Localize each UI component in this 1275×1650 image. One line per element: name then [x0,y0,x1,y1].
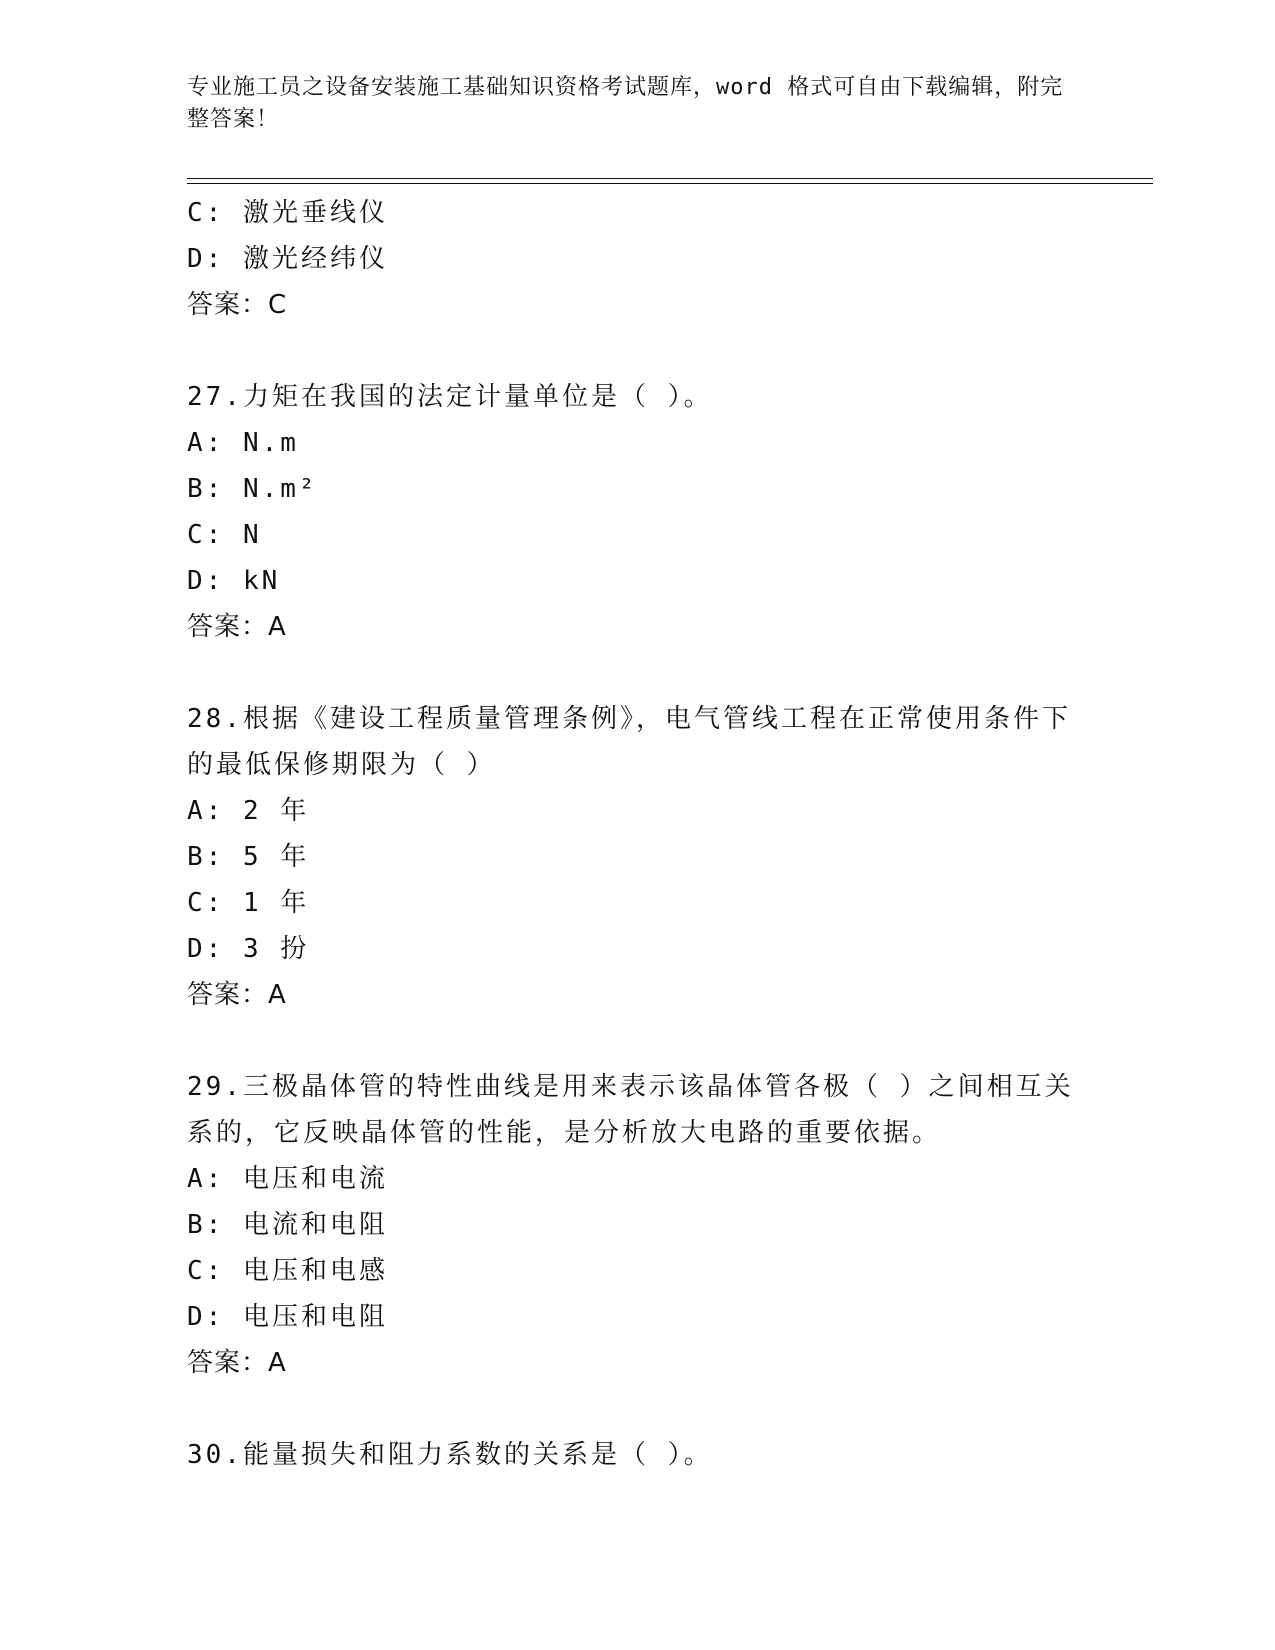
option-label: B: [187,1210,225,1240]
option-label: A: [187,1164,225,1194]
option-label: A: [187,796,225,826]
option-label: A: [187,428,225,458]
option-label: C: [187,520,225,550]
option-line [187,190,1087,236]
question-27 [187,374,1087,650]
option-text: 电压和电感 [242,1256,388,1286]
option-line [187,926,1087,972]
document-header: 专业施工员之设备安装施工基础知识资格考试题库，word 格式可自由下载编辑，附完整答案！ [187,75,1064,132]
question-content [187,190,1087,1478]
option-text: 5 年 [242,842,310,872]
option-line [187,466,1087,512]
header-divider-top [187,178,1153,179]
question-30 [187,1432,1087,1478]
option-text: 电压和电流 [242,1164,388,1194]
option-line [187,512,1087,558]
question-stem: 29.三极晶体管的特性曲线是用来表示该晶体管各极（ ）之间相互关系的，它反映晶体管的性能，是分析放大电路的重要依据。 [187,1072,1074,1148]
option-label: D: [187,1302,225,1332]
option-label: C: [187,1256,225,1286]
question-28 [187,696,1087,1018]
option-line [187,1294,1087,1340]
option-text: 3 扮 [242,934,310,964]
option-line [187,236,1087,282]
answer-line: 答案：C [187,290,288,320]
option-line [187,1248,1087,1294]
option-label: B: [187,474,225,504]
answer-line: 答案：A [187,980,287,1010]
option-label: C: [187,888,225,918]
question-stem: 30.能量损失和阻力系数的关系是（ ）。 [187,1440,713,1470]
option-label: D: [187,244,225,274]
option-text: N [242,520,262,550]
option-line [187,880,1087,926]
option-label: D: [187,934,225,964]
option-text: N.m² [242,474,318,504]
carryover-block [187,190,1087,328]
option-label: C: [187,198,225,228]
question-29 [187,1064,1087,1386]
option-text: 激光垂线仪 [242,198,388,228]
option-text: 激光经纬仪 [242,244,388,274]
option-line [187,788,1087,834]
option-line [187,420,1087,466]
option-text: N.m [242,428,299,458]
option-label: D: [187,566,225,596]
header-divider-bottom [187,183,1153,184]
answer-line: 答案：A [187,612,287,642]
question-stem: 27.力矩在我国的法定计量单位是（ ）。 [187,382,713,412]
option-line [187,1156,1087,1202]
question-stem: 28.根据《建设工程质量管理条例》，电气管线工程在正常使用条件下的最低保修期限为（ ） [187,704,1071,780]
option-text: 电流和电阻 [242,1210,388,1240]
option-text: 电压和电阻 [242,1302,388,1332]
option-text: 2 年 [242,796,310,826]
option-line [187,558,1087,604]
option-label: B: [187,842,225,872]
option-line [187,834,1087,880]
option-text: 1 年 [242,888,310,918]
option-line [187,1202,1087,1248]
option-text: kN [242,566,281,596]
answer-line: 答案：A [187,1348,287,1378]
